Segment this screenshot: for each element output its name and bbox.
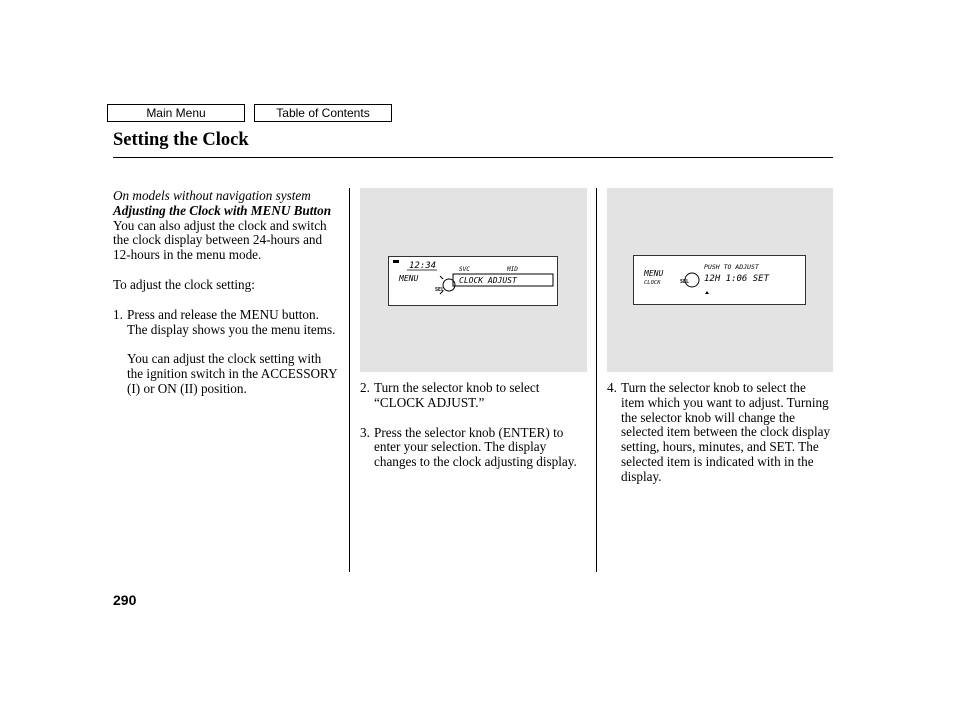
page-number: 290 [113,592,137,608]
step-4 [607,381,831,485]
display-sel-label: SEL [680,279,690,285]
display-svc-label: SVC [459,266,470,273]
audio-display-clock-adjust [633,255,806,305]
column-divider [596,188,597,572]
step-text: Press and release the MENU button. The display shows you the menu items. [127,306,336,337]
step-1-note: You can adjust the clock setting with the ignition switch in the ACCESSORY (I) or ON (II) position. [127,351,338,396]
section-heading: Adjusting the Clock with MENU Button [113,202,332,218]
display-illustration-1 [360,188,587,372]
step-1 [113,308,338,338]
page-title: Setting the Clock [113,130,249,150]
display-menu-label: MENU [399,274,419,283]
step-text: Press the selector knob (ENTER) to enter your selection. The display changes to the clock adjusting display. [374,424,577,470]
display-mid-label: MID [507,266,518,273]
display-menu-label: MENU [644,269,664,278]
step-3 [360,426,582,470]
display-sel-label: SEL [435,287,445,293]
column-1 [113,189,338,397]
display-prompt: PUSH TO ADJUST [704,263,759,271]
column-2 [360,381,582,470]
step-2 [360,381,582,411]
display-menu-item: CLOCK ADJUST [459,276,517,285]
selection-indicator-icon [705,291,709,294]
display-clock-label: CLOCK [644,280,661,286]
step-number: 3. [360,424,370,440]
audio-display-menu [388,256,558,306]
main-menu-button[interactable]: Main Menu [107,104,245,122]
step-number: 2. [360,380,370,395]
display-clock-value: 12H 1:06 SET [704,274,770,284]
display-time: 12:34 [409,261,437,271]
step-number: 1. [113,306,123,322]
title-rule [113,157,833,158]
column-divider [349,188,350,572]
intro-paragraph: You can also adjust the clock and switch the clock display between 24-hours and 12-hours in the menu mode. [113,217,327,263]
display-illustration-2 [607,188,833,372]
step-text: Turn the selector knob to select the item which you want to adjust. Turning the selector knob will change the selected item between the clock display setting, hours, minutes, and SET. The selected item is indicated with in the display. [621,380,831,484]
instruction-lead: To adjust the clock setting: [113,276,255,292]
table-of-contents-button[interactable]: Table of Contents [254,104,392,122]
model-context-note: On models without navigation system [113,188,311,203]
column-3 [607,381,831,485]
step-number: 4. [607,380,617,395]
step-text: Turn the selector knob to select “CLOCK ADJUST.” [374,380,540,410]
